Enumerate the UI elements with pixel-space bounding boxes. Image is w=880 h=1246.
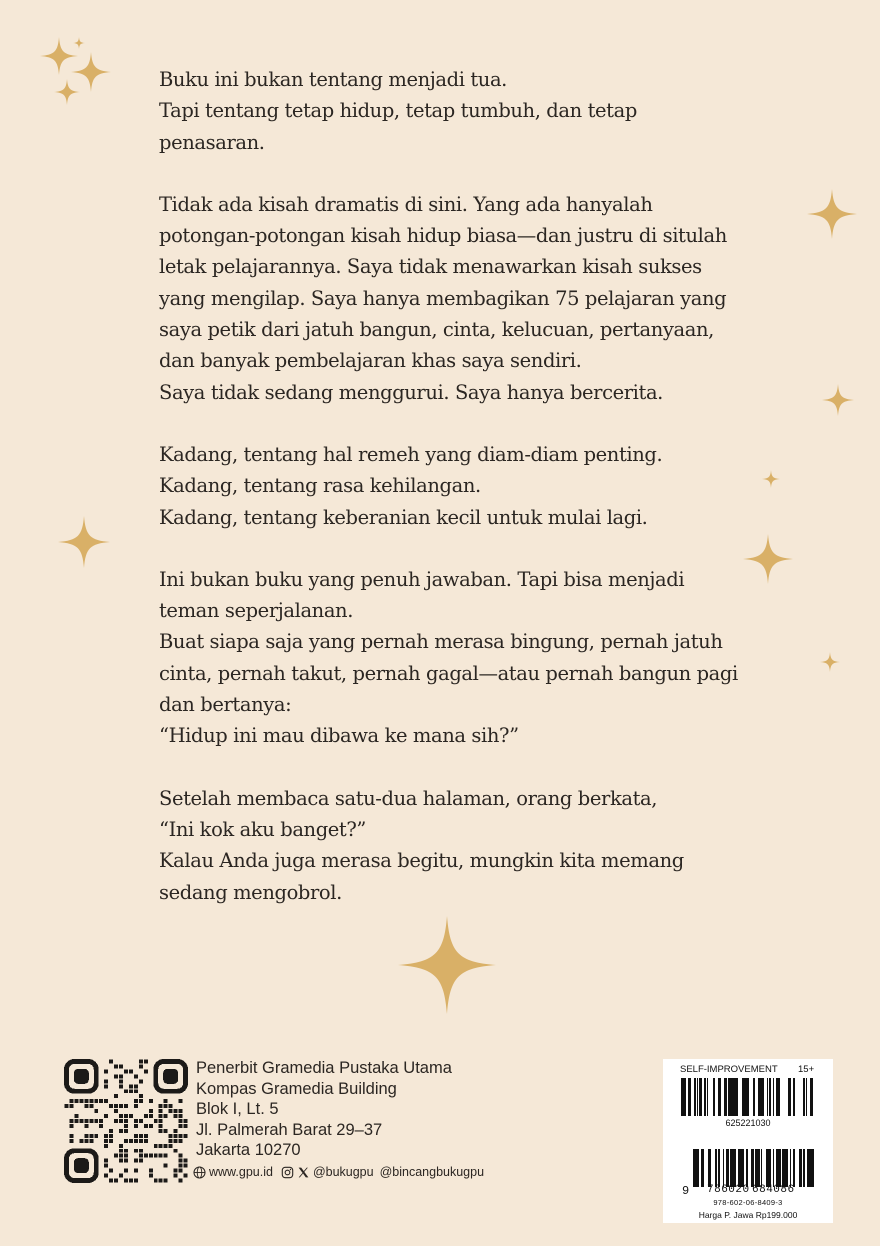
x-icon	[297, 1166, 310, 1179]
website-link[interactable]: www.gpu.id	[209, 1165, 273, 1179]
instagram-icon	[281, 1166, 294, 1179]
sparkle-icon	[54, 79, 80, 105]
blurb-line: Ini bukan buku yang penuh jawaban. Tapi bisa menjadi	[159, 567, 685, 591]
blurb-line: sedang mengobrol.	[159, 880, 342, 904]
social-links	[193, 1165, 484, 1179]
blurb-paragraph	[159, 189, 779, 408]
product-barcode	[681, 1078, 815, 1116]
blurb-line: Buku ini bukan tentang menjadi tua.	[159, 68, 507, 91]
price-label: Harga P. Jawa Rp199.000	[698, 1210, 798, 1220]
isbn-first-digit: 9	[682, 1184, 690, 1198]
blurb-line: Kadang, tentang hal remeh yang diam-diam penting.	[159, 442, 663, 466]
blurb-line: Kadang, tentang rasa kehilangan.	[159, 474, 481, 498]
product-code: 625221030	[725, 1118, 771, 1128]
isbn-right-digits: 684086	[752, 1184, 795, 1196]
blurb-line: cinta, pernah takut, pernah gagal—atau pernah bangun pagi	[159, 661, 738, 685]
sparkle-icon	[58, 516, 110, 568]
blurb-line: “Hidup ini mau dibawa ke mana sih?”	[159, 724, 519, 748]
isbn-number: 978-602-06-8409-3	[713, 1198, 783, 1207]
sparkle-icon	[807, 189, 857, 239]
book-category: SELF-IMPROVEMENT	[680, 1064, 778, 1075]
blurb-line: Tidak ada kisah dramatis di sini. Yang ada hanyalah	[159, 192, 653, 216]
publisher-city: Jakarta 10270	[196, 1141, 301, 1160]
blurb-line: “Ini kok aku banget?”	[159, 817, 366, 841]
community-handle[interactable]: @bincangbukugpu	[379, 1165, 485, 1179]
publisher-info	[196, 1058, 452, 1161]
blurb-line: teman seperjalanan.	[159, 599, 354, 623]
isbn-left-digits: 786020	[707, 1184, 750, 1196]
sparkle-icon	[822, 384, 854, 416]
blurb-paragraph	[159, 783, 779, 908]
blurb-line: saya petik dari jatuh bangun, cinta, kelucuan, pertanyaan,	[159, 318, 714, 342]
blurb-line: Kalau Anda juga merasa begitu, mungkin kita memang	[159, 849, 684, 873]
blurb-line: Setelah membaca satu-dua halaman, orang berkata,	[159, 786, 658, 810]
blurb-line: letak pelajarannya. Saya tidak menawarkan kisah sukses	[159, 255, 702, 279]
globe-icon	[193, 1166, 206, 1179]
qr-code-icon[interactable]	[64, 1059, 188, 1183]
blurb-line: yang mengilap. Saya hanya membagikan 75 pelajaran yang	[159, 286, 727, 310]
blurb-paragraph	[159, 64, 779, 158]
blurb-line: Kadang, tentang keberanian kecil untuk mulai lagi.	[159, 505, 648, 529]
blurb-paragraph	[159, 564, 779, 752]
age-rating: 15+	[798, 1064, 815, 1075]
blurb-line: potongan-potongan kisah hidup biasa—dan justru di situlah	[159, 224, 727, 248]
blurb-line: Tapi tentang tetap hidup, tetap tumbuh, dan tetap	[159, 99, 637, 123]
blurb-line: Buat siapa saja yang pernah merasa bingung, pernah jatuh	[159, 630, 723, 654]
blurb-paragraph	[159, 439, 779, 533]
publisher-building: Kompas Gramedia Building	[196, 1079, 397, 1098]
blurb-line: penasaran.	[159, 130, 265, 154]
publisher-block: Blok I, Lt. 5	[196, 1100, 279, 1119]
barcode-label	[663, 1059, 833, 1223]
sparkle-icon	[73, 37, 85, 49]
blurb-line: dan banyak pembelajaran khas saya sendiri.	[159, 349, 582, 373]
publisher-name: Penerbit Gramedia Pustaka Utama	[196, 1059, 452, 1077]
blurb-line: Saya tidak sedang menggurui. Saya hanya bercerita.	[159, 380, 663, 404]
sparkle-icon	[820, 652, 840, 672]
social-handle[interactable]: @bukugpu	[312, 1165, 374, 1179]
blurb-text	[159, 64, 779, 939]
blurb-line: dan bertanya:	[159, 693, 292, 717]
publisher-street: Jl. Palmerah Barat 29–37	[196, 1120, 383, 1139]
